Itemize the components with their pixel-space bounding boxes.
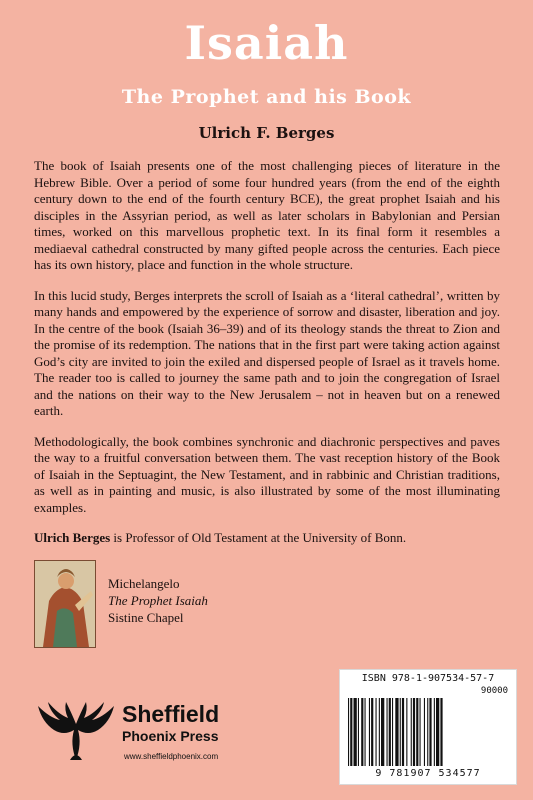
painting-figure-icon <box>35 561 95 647</box>
author-bio-name: Ulrich Berges <box>34 530 111 545</box>
blurb <box>34 158 500 561</box>
blurb-paragraph-2: In this lucid study, Berges interprets the scroll of Isaiah as a ‘literal cathedral’, written by many hands and empowered by the experience of sorrow and disaster, liberation and joy. In the centre of the book (Isaiah 36–39) and of its theology stands the threat to Zion and the promise of its redemption. The nations that in the first part were taking action against God’s city are invited to join the exiled and dispersed people of Israel as it travels home. The reader too is called to journey the same path and to join the congregation of Israel and the nations on their way to the New Jerusalem – not in heaven but on a renewed earth. <box>34 287 500 418</box>
barcode-bars-icon <box>346 698 510 766</box>
book-subtitle: The Prophet and his Book <box>121 86 412 108</box>
blurb-paragraph-1: The book of Isaiah presents one of the most challenging pieces of literature in the Hebrew Bible. Over a period of some four hundred years (from the end of the eighth century down to the end of the fourth century BCE), the great prophet Isaiah and his disciples in the Assyrian period, as well as later scholars in Babylonian and Persian times, worked on this marvellous prophetic text. In its final form it resembles a mediaeval cathedral constructed by many gifted people across the centuries. Each piece has its own history, place and function in the whole structure. <box>34 158 500 272</box>
barcode-digits: 9 781907 534577 <box>375 768 481 779</box>
publisher-url[interactable]: www.sheffieldphoenix.com <box>124 752 219 761</box>
painting-caption <box>108 575 208 626</box>
prophet-isaiah-painting <box>34 560 96 648</box>
phoenix-logo-icon <box>34 700 118 762</box>
caption-work: The Prophet Isaiah <box>108 593 208 608</box>
book-title: Isaiah <box>184 16 349 70</box>
publisher-subname: Phoenix Press <box>122 728 219 744</box>
caption-artist: Michelangelo <box>108 576 180 591</box>
caption-location: Sistine Chapel <box>108 610 184 625</box>
author-bio <box>34 530 500 547</box>
barcode <box>339 669 517 785</box>
price-code: 90000 <box>480 686 508 696</box>
book-author: Ulrich F. Berges <box>198 124 335 142</box>
isbn-label: ISBN 978-1-907534-57-7 <box>361 673 495 684</box>
publisher-name: Sheffield <box>122 701 220 727</box>
author-bio-text: is Professor of Old Testament at the University of Bonn. <box>110 530 407 545</box>
blurb-paragraph-3: Methodologically, the book combines synchronic and diachronic perspectives and paves the way to a fruitful conversation between them. The vast reception history of the Book of Isaiah in the Septuagint, the New Testament, and in rabbinic and Christian traditions, as well as in painting and music, is also illustrated by some of the most illuminating examples. <box>34 433 500 515</box>
